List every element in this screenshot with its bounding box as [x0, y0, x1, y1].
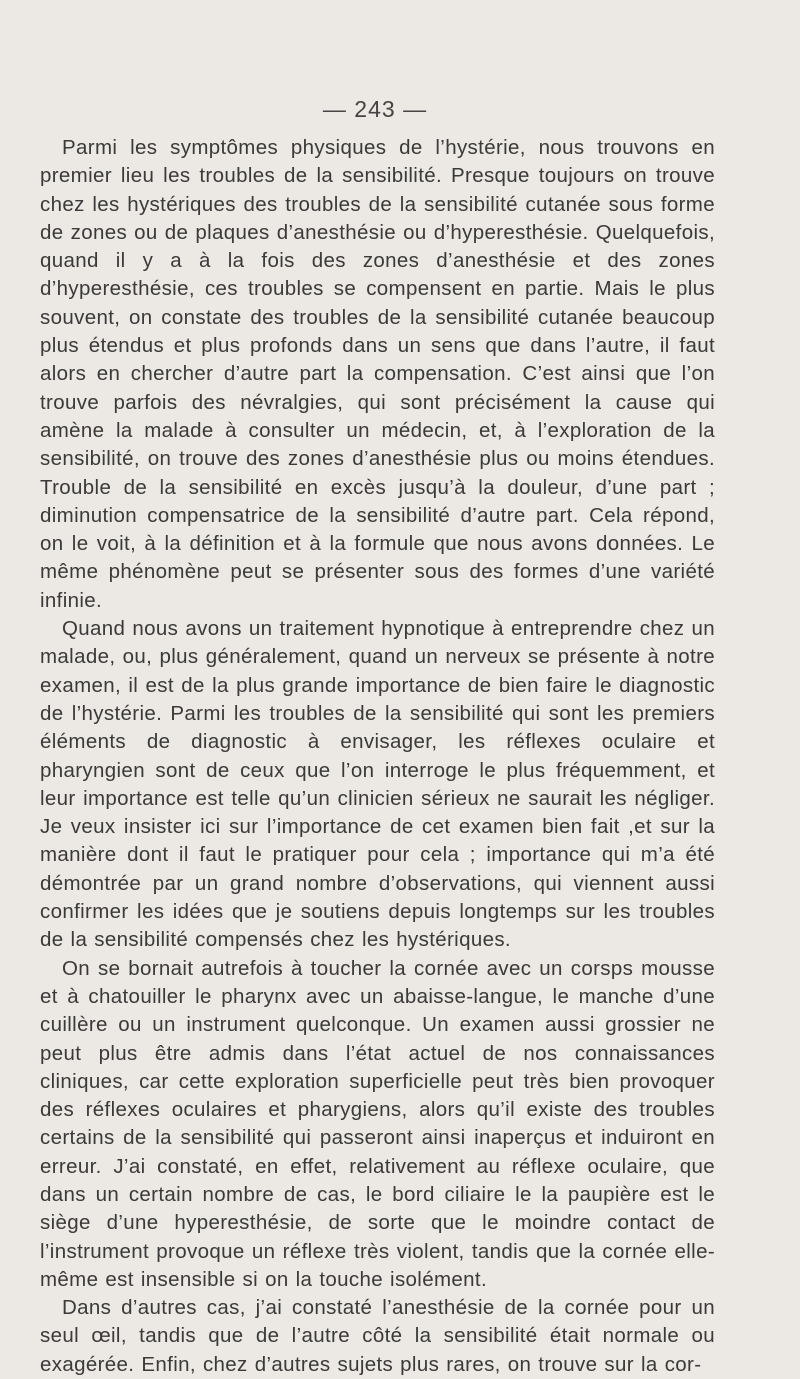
paragraph-4: Dans d’autres cas, j’ai constaté l’anesthésie de la cornée pour un seul œil, tandis que de l’autre côté la sensibilité était normale ou exagérée. Enfin, chez d’autres sujets plus rares, on trouve sur la cor- [40, 1296, 715, 1376]
page-number: — 243 — [322, 96, 428, 122]
body-text [40, 134, 715, 1379]
paragraph-1: Parmi les symptômes physiques de l’hystérie, nous trouvons en premier lieu les troubles de la sensibilité. Presque toujours on trouve chez les hystériques des troubles de la sensibilité cutanée sous forme de zones ou de plaques d’anesthésie ou d’hyperesthésie. Quelquefois, quand il y a à la fois des zones d’anesthésie et des zones d’hyperesthésie, ces troubles se compensent en partie. Mais le plus souvent, on constate des troubles de la sensibilité cutanée beaucoup plus étendus et plus profonds dans un sens que dans l’autre, il faut alors en chercher d’autre part la compensation. C’est ainsi que l’on trouve parfois des névralgies, qui sont précisément la cause qui amène la malade à consulter un médecin, et, à l’exploration de la sensibilité, on trouve des zones d’anesthésie plus ou moins étendues. Trouble de la sensibilité en excès jusqu’à la douleur, d’une part ; diminution compensatrice de la sensibilité d’autre part. Cela répond, on le voit, à la définition et à la formule que nous avons données. Le même phénomène peut se présenter sous des formes d’une variété infinie. [40, 136, 715, 612]
paragraph-3: On se bornait autrefois à toucher la cornée avec un corsps mousse et à chatouiller le pharynx avec un abaisse-langue, le manche d’une cuillère ou un instrument quelconque. Un examen aussi grossier ne peut plus être admis dans l’état actuel de nos connaissances cliniques, car cette exploration superficielle peut très bien provoquer des réflexes oculaires et pharygiens, alors qu’il existe des troubles certains de la sensibilité qui passeront ainsi inaperçus et induiront en erreur. J’ai constaté, en effet, relativement au réflexe oculaire, que dans un certain nombre de cas, le bord ciliaire le la paupière est le siège d’une hyperesthésie, de sorte que le moindre contact de l’instrument provoque un réflexe très violent, tandis que la cornée elle-même est insensible si on la touche isolément. [40, 956, 715, 1291]
paragraph-2: Quand nous avons un traitement hypnotique à entreprendre chez un malade, ou, plus généralement, quand un nerveux se présente à notre examen, il est de la plus grande importance de bien faire le diagnostic de l’hystérie. Parmi les troubles de la sensibilité qui sont les premiers éléments de diagnostic à envisager, les réflexes oculaire et pharyngien sont de ceux que l’on interroge le plus fréquemment, et leur importance est telle qu’un clinicien sérieux ne saurait les négliger. Je veux insister ici sur l’importance de cet examen bien fait ,et sur la manière dont il faut le pratiquer pour cela ; importance qui m’a été démontrée par un grand nombre d’observations, qui viennent aussi confirmer les idées que je soutiens depuis longtemps sur les troubles de la sensibilité compensés chez les hystériques. [40, 617, 715, 952]
